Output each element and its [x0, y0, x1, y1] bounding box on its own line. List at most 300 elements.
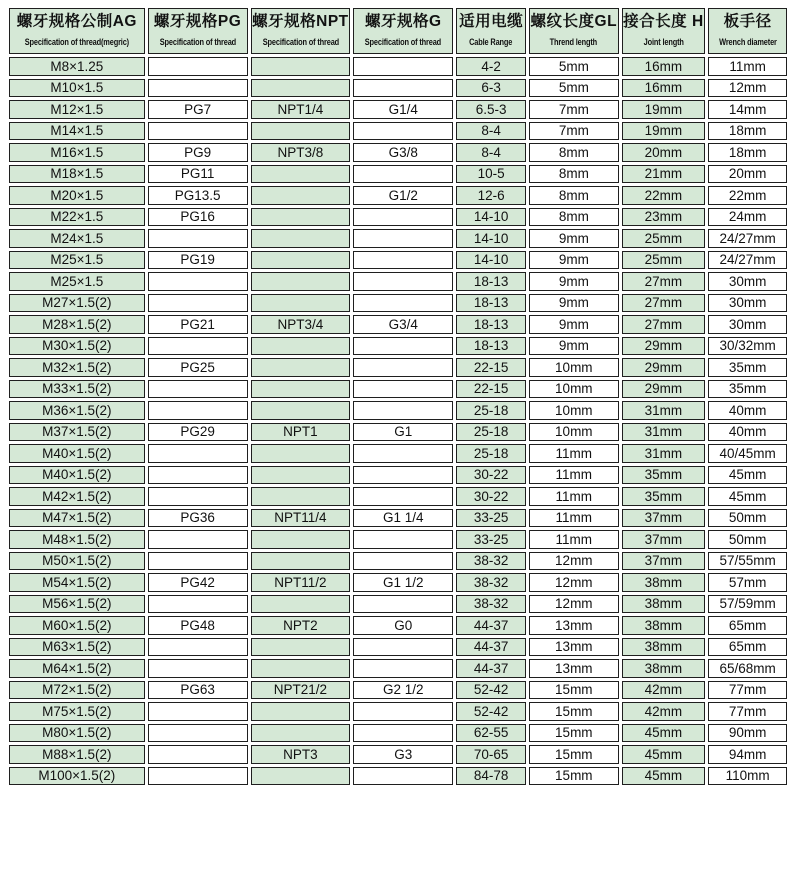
cell-pg	[148, 767, 248, 786]
cell-g	[353, 530, 453, 549]
cell-cable-range: 8-4	[456, 122, 526, 141]
cell-g: G2 1/2	[353, 681, 453, 700]
cell-wrench-diameter: 30mm	[708, 294, 787, 313]
cell-cable-range: 38-32	[456, 552, 526, 571]
cell-pg: PG19	[148, 251, 248, 270]
cell-npt	[251, 638, 351, 657]
cell-wrench-diameter: 40mm	[708, 423, 787, 442]
cell-joint-length-h: 35mm	[622, 466, 706, 485]
cell-joint-length-h: 35mm	[622, 487, 706, 506]
cell-cable-range: 8-4	[456, 143, 526, 162]
cell-pg	[148, 487, 248, 506]
cell-metric-ag: M56×1.5(2)	[9, 595, 145, 614]
cell-pg: PG7	[148, 100, 248, 119]
cell-npt: NPT3	[251, 745, 351, 764]
cell-thread-length-gl: 9mm	[529, 315, 618, 334]
cell-pg	[148, 79, 248, 98]
cell-npt: NPT3/8	[251, 143, 351, 162]
cell-npt	[251, 294, 351, 313]
cell-joint-length-h: 31mm	[622, 444, 706, 463]
table-row	[9, 552, 787, 571]
cell-g: G0	[353, 616, 453, 635]
cell-joint-length-h: 27mm	[622, 315, 706, 334]
cell-cable-range: 18-13	[456, 294, 526, 313]
table-row	[9, 616, 787, 635]
cell-thread-length-gl: 10mm	[529, 358, 618, 377]
table-row	[9, 122, 787, 141]
header-cell-wrench-diameter	[708, 8, 787, 54]
cell-cable-range: 25-18	[456, 401, 526, 420]
table-row	[9, 487, 787, 506]
cell-wrench-diameter: 94mm	[708, 745, 787, 764]
cell-cable-range: 70-65	[456, 745, 526, 764]
cell-joint-length-h: 29mm	[622, 337, 706, 356]
cell-g	[353, 595, 453, 614]
cell-thread-length-gl: 5mm	[529, 79, 618, 98]
cell-npt: NPT3/4	[251, 315, 351, 334]
cell-g	[353, 79, 453, 98]
cell-metric-ag: M40×1.5(2)	[9, 444, 145, 463]
header-label-zh: 螺牙规格G	[364, 13, 442, 31]
cell-wrench-diameter: 110mm	[708, 767, 787, 786]
cell-pg	[148, 530, 248, 549]
table-row	[9, 100, 787, 119]
cell-metric-ag: M63×1.5(2)	[9, 638, 145, 657]
cell-joint-length-h: 27mm	[622, 272, 706, 291]
cell-g: G1/2	[353, 186, 453, 205]
cell-g	[353, 122, 453, 141]
table-row	[9, 595, 787, 614]
cell-joint-length-h: 37mm	[622, 509, 706, 528]
cell-cable-range: 22-15	[456, 358, 526, 377]
cell-npt	[251, 530, 351, 549]
cell-npt: NPT21/2	[251, 681, 351, 700]
header-cell-pg	[148, 8, 248, 54]
cell-g: G3	[353, 745, 453, 764]
cell-joint-length-h: 16mm	[622, 79, 706, 98]
cell-g	[353, 702, 453, 721]
cell-metric-ag: M48×1.5(2)	[9, 530, 145, 549]
cell-thread-length-gl: 8mm	[529, 186, 618, 205]
cell-wrench-diameter: 90mm	[708, 724, 787, 743]
cell-thread-length-gl: 12mm	[529, 595, 618, 614]
cell-npt	[251, 208, 351, 227]
cell-npt	[251, 186, 351, 205]
cell-cable-range: 14-10	[456, 251, 526, 270]
cell-metric-ag: M20×1.5	[9, 186, 145, 205]
cell-pg	[148, 380, 248, 399]
table-row	[9, 337, 787, 356]
cell-g	[353, 638, 453, 657]
cell-g	[353, 552, 453, 571]
cell-metric-ag: M42×1.5(2)	[9, 487, 145, 506]
header-label-zh: 板手径	[723, 13, 772, 31]
cell-thread-length-gl: 7mm	[529, 100, 618, 119]
cell-g: G1 1/2	[353, 573, 453, 592]
cell-metric-ag: M37×1.5(2)	[9, 423, 145, 442]
cell-joint-length-h: 29mm	[622, 380, 706, 399]
cell-g: G1	[353, 423, 453, 442]
cell-metric-ag: M27×1.5(2)	[9, 294, 145, 313]
cell-npt: NPT1	[251, 423, 351, 442]
cell-cable-range: 6.5-3	[456, 100, 526, 119]
cell-g	[353, 767, 453, 786]
table-row	[9, 165, 787, 184]
cell-thread-length-gl: 5mm	[529, 57, 618, 76]
cell-pg	[148, 122, 248, 141]
cell-npt	[251, 251, 351, 270]
cell-metric-ag: M32×1.5(2)	[9, 358, 145, 377]
cell-pg: PG21	[148, 315, 248, 334]
cell-thread-length-gl: 9mm	[529, 294, 618, 313]
cell-g	[353, 466, 453, 485]
cell-metric-ag: M88×1.5(2)	[9, 745, 145, 764]
cell-joint-length-h: 45mm	[622, 724, 706, 743]
cell-thread-length-gl: 10mm	[529, 380, 618, 399]
cell-joint-length-h: 42mm	[622, 681, 706, 700]
cell-cable-range: 33-25	[456, 509, 526, 528]
cell-pg	[148, 57, 248, 76]
cell-pg	[148, 745, 248, 764]
header-label-en: Specification of thread	[365, 36, 442, 48]
cell-pg	[148, 724, 248, 743]
table-row	[9, 423, 787, 442]
cell-joint-length-h: 38mm	[622, 573, 706, 592]
cell-wrench-diameter: 24/27mm	[708, 251, 787, 270]
cell-joint-length-h: 38mm	[622, 616, 706, 635]
table-row	[9, 444, 787, 463]
cell-thread-length-gl: 11mm	[529, 444, 618, 463]
cell-pg	[148, 337, 248, 356]
cell-metric-ag: M25×1.5	[9, 251, 145, 270]
cell-cable-range: 22-15	[456, 380, 526, 399]
cell-g	[353, 165, 453, 184]
cell-thread-length-gl: 9mm	[529, 229, 618, 248]
cell-thread-length-gl: 11mm	[529, 530, 618, 549]
header-label-en: Specification of thread	[159, 36, 236, 48]
cell-g	[353, 294, 453, 313]
header-cell-metric-ag	[9, 8, 145, 54]
cell-metric-ag: M36×1.5(2)	[9, 401, 145, 420]
cell-cable-range: 18-13	[456, 315, 526, 334]
cell-wrench-diameter: 65mm	[708, 616, 787, 635]
cell-cable-range: 25-18	[456, 423, 526, 442]
table-row	[9, 143, 787, 162]
cell-metric-ag: M60×1.5(2)	[9, 616, 145, 635]
cell-wrench-diameter: 65/68mm	[708, 659, 787, 678]
cell-wrench-diameter: 35mm	[708, 358, 787, 377]
cell-g: G1 1/4	[353, 509, 453, 528]
header-label-en: Specification of thread	[262, 36, 339, 48]
cell-thread-length-gl: 12mm	[529, 573, 618, 592]
cell-wrench-diameter: 30mm	[708, 272, 787, 291]
cell-wrench-diameter: 30/32mm	[708, 337, 787, 356]
thread-spec-table	[6, 5, 790, 788]
cell-g	[353, 229, 453, 248]
cell-cable-range: 14-10	[456, 208, 526, 227]
table-row	[9, 724, 787, 743]
cell-metric-ag: M50×1.5(2)	[9, 552, 145, 571]
cell-wrench-diameter: 14mm	[708, 100, 787, 119]
cell-metric-ag: M30×1.5(2)	[9, 337, 145, 356]
cell-metric-ag: M16×1.5	[9, 143, 145, 162]
table-row	[9, 79, 787, 98]
cell-npt	[251, 595, 351, 614]
cell-metric-ag: M22×1.5	[9, 208, 145, 227]
cell-metric-ag: M40×1.5(2)	[9, 466, 145, 485]
cell-wrench-diameter: 50mm	[708, 509, 787, 528]
cell-wrench-diameter: 12mm	[708, 79, 787, 98]
table-row	[9, 294, 787, 313]
cell-npt	[251, 466, 351, 485]
cell-metric-ag: M10×1.5	[9, 79, 145, 98]
cell-wrench-diameter: 40mm	[708, 401, 787, 420]
cell-metric-ag: M14×1.5	[9, 122, 145, 141]
cell-wrench-diameter: 65mm	[708, 638, 787, 657]
cell-thread-length-gl: 9mm	[529, 251, 618, 270]
cell-joint-length-h: 38mm	[622, 638, 706, 657]
table-row	[9, 638, 787, 657]
cell-pg	[148, 702, 248, 721]
cell-metric-ag: M18×1.5	[9, 165, 145, 184]
header-label-en: Wrench diameter	[718, 36, 777, 48]
cell-pg: PG48	[148, 616, 248, 635]
cell-cable-range: 30-22	[456, 466, 526, 485]
cell-npt	[251, 122, 351, 141]
cell-pg	[148, 444, 248, 463]
cell-wrench-diameter: 18mm	[708, 143, 787, 162]
cell-cable-range: 10-5	[456, 165, 526, 184]
cell-metric-ag: M80×1.5(2)	[9, 724, 145, 743]
table-row	[9, 530, 787, 549]
cell-pg	[148, 229, 248, 248]
cell-thread-length-gl: 9mm	[529, 337, 618, 356]
cell-joint-length-h: 25mm	[622, 251, 706, 270]
cell-thread-length-gl: 8mm	[529, 208, 618, 227]
cell-cable-range: 25-18	[456, 444, 526, 463]
cell-thread-length-gl: 10mm	[529, 423, 618, 442]
cell-thread-length-gl: 15mm	[529, 745, 618, 764]
table-row	[9, 57, 787, 76]
cell-wrench-diameter: 57mm	[708, 573, 787, 592]
table-row	[9, 681, 787, 700]
cell-g	[353, 659, 453, 678]
cell-npt	[251, 487, 351, 506]
cell-cable-range: 18-13	[456, 272, 526, 291]
header-label-zh: 接合长度 H	[623, 13, 704, 31]
cell-cable-range: 38-32	[456, 573, 526, 592]
cell-wrench-diameter: 77mm	[708, 702, 787, 721]
cell-pg	[148, 466, 248, 485]
header-label-en: Joint length	[643, 36, 684, 48]
header-label-zh: 螺牙规格PG	[153, 13, 242, 31]
cell-thread-length-gl: 9mm	[529, 272, 618, 291]
cell-metric-ag: M100×1.5(2)	[9, 767, 145, 786]
cell-pg	[148, 595, 248, 614]
cell-wrench-diameter: 35mm	[708, 380, 787, 399]
cell-metric-ag: M64×1.5(2)	[9, 659, 145, 678]
cell-g	[353, 337, 453, 356]
cell-wrench-diameter: 45mm	[708, 487, 787, 506]
cell-cable-range: 12-6	[456, 186, 526, 205]
cell-pg: PG42	[148, 573, 248, 592]
table-row	[9, 509, 787, 528]
cell-thread-length-gl: 13mm	[529, 659, 618, 678]
cell-g	[353, 251, 453, 270]
cell-pg: PG63	[148, 681, 248, 700]
cell-pg	[148, 552, 248, 571]
cell-joint-length-h: 38mm	[622, 595, 706, 614]
cell-metric-ag: M75×1.5(2)	[9, 702, 145, 721]
cell-thread-length-gl: 8mm	[529, 165, 618, 184]
table-row	[9, 208, 787, 227]
cell-npt	[251, 79, 351, 98]
cell-joint-length-h: 16mm	[622, 57, 706, 76]
cell-wrench-diameter: 57/59mm	[708, 595, 787, 614]
cell-cable-range: 6-3	[456, 79, 526, 98]
cell-metric-ag: M25×1.5	[9, 272, 145, 291]
header-label-zh: 螺牙规格公制AG	[16, 13, 137, 31]
cell-npt: NPT11/2	[251, 573, 351, 592]
cell-thread-length-gl: 13mm	[529, 638, 618, 657]
cell-cable-range: 4-2	[456, 57, 526, 76]
cell-joint-length-h: 45mm	[622, 745, 706, 764]
cell-g	[353, 358, 453, 377]
header-label-en: Thrend length	[550, 36, 598, 48]
cell-metric-ag: M28×1.5(2)	[9, 315, 145, 334]
cell-npt	[251, 337, 351, 356]
cell-npt	[251, 57, 351, 76]
table-row	[9, 466, 787, 485]
cell-metric-ag: M47×1.5(2)	[9, 509, 145, 528]
cell-joint-length-h: 45mm	[622, 767, 706, 786]
cell-npt	[251, 767, 351, 786]
cell-g: G3/8	[353, 143, 453, 162]
table-row	[9, 186, 787, 205]
cell-pg: PG11	[148, 165, 248, 184]
cell-npt: NPT11/4	[251, 509, 351, 528]
header-row	[9, 8, 787, 54]
cell-joint-length-h: 21mm	[622, 165, 706, 184]
table-row	[9, 358, 787, 377]
cell-thread-length-gl: 15mm	[529, 724, 618, 743]
cell-wrench-diameter: 57/55mm	[708, 552, 787, 571]
cell-pg: PG16	[148, 208, 248, 227]
cell-npt	[251, 702, 351, 721]
cell-joint-length-h: 31mm	[622, 423, 706, 442]
cell-thread-length-gl: 11mm	[529, 466, 618, 485]
cell-g	[353, 401, 453, 420]
cell-cable-range: 44-37	[456, 616, 526, 635]
cell-cable-range: 44-37	[456, 659, 526, 678]
header-label-en: Cable Range	[469, 36, 513, 48]
header-label-zh: 螺纹长度GL	[530, 13, 618, 31]
header-cell-thread-length-gl	[529, 8, 618, 54]
cell-thread-length-gl: 8mm	[529, 143, 618, 162]
cell-g	[353, 444, 453, 463]
cell-joint-length-h: 19mm	[622, 100, 706, 119]
cell-thread-length-gl: 7mm	[529, 122, 618, 141]
header-cell-cable-range	[456, 8, 526, 54]
cell-joint-length-h: 29mm	[622, 358, 706, 377]
cell-npt	[251, 358, 351, 377]
cell-thread-length-gl: 15mm	[529, 681, 618, 700]
cell-pg: PG25	[148, 358, 248, 377]
cell-thread-length-gl: 11mm	[529, 487, 618, 506]
table-row	[9, 272, 787, 291]
cell-pg	[148, 294, 248, 313]
table-row	[9, 767, 787, 786]
cell-cable-range: 33-25	[456, 530, 526, 549]
cell-joint-length-h: 37mm	[622, 552, 706, 571]
cell-thread-length-gl: 15mm	[529, 702, 618, 721]
cell-wrench-diameter: 24/27mm	[708, 229, 787, 248]
cell-pg: PG9	[148, 143, 248, 162]
cell-joint-length-h: 38mm	[622, 659, 706, 678]
table-row	[9, 380, 787, 399]
cell-g: G3/4	[353, 315, 453, 334]
cell-g	[353, 487, 453, 506]
cell-pg: PG13.5	[148, 186, 248, 205]
table-row	[9, 251, 787, 270]
cell-g	[353, 57, 453, 76]
cell-npt	[251, 165, 351, 184]
cell-cable-range: 52-42	[456, 702, 526, 721]
cell-wrench-diameter: 77mm	[708, 681, 787, 700]
cell-joint-length-h: 31mm	[622, 401, 706, 420]
cell-pg	[148, 638, 248, 657]
header-cell-joint-length-h	[622, 8, 706, 54]
cell-pg: PG36	[148, 509, 248, 528]
table-row	[9, 229, 787, 248]
table-row	[9, 745, 787, 764]
cell-cable-range: 52-42	[456, 681, 526, 700]
cell-g: G1/4	[353, 100, 453, 119]
header-label-zh: 适用电缆	[459, 13, 524, 31]
cell-joint-length-h: 22mm	[622, 186, 706, 205]
cell-g	[353, 724, 453, 743]
cell-cable-range: 18-13	[456, 337, 526, 356]
cell-wrench-diameter: 11mm	[708, 57, 787, 76]
cell-metric-ag: M24×1.5	[9, 229, 145, 248]
cell-thread-length-gl: 12mm	[529, 552, 618, 571]
header-cell-npt	[251, 8, 351, 54]
cell-metric-ag: M72×1.5(2)	[9, 681, 145, 700]
table-body	[9, 57, 787, 785]
cell-metric-ag: M33×1.5(2)	[9, 380, 145, 399]
table-row	[9, 401, 787, 420]
cell-joint-length-h: 27mm	[622, 294, 706, 313]
cell-joint-length-h: 19mm	[622, 122, 706, 141]
cell-joint-length-h: 23mm	[622, 208, 706, 227]
cell-metric-ag: M12×1.5	[9, 100, 145, 119]
cell-thread-length-gl: 11mm	[529, 509, 618, 528]
table-row	[9, 702, 787, 721]
table-row	[9, 315, 787, 334]
cell-cable-range: 38-32	[456, 595, 526, 614]
header-cell-g	[353, 8, 453, 54]
cell-npt	[251, 444, 351, 463]
cell-npt	[251, 380, 351, 399]
cell-g	[353, 380, 453, 399]
cell-wrench-diameter: 24mm	[708, 208, 787, 227]
cell-pg	[148, 401, 248, 420]
cell-wrench-diameter: 45mm	[708, 466, 787, 485]
cell-pg: PG29	[148, 423, 248, 442]
cell-npt	[251, 401, 351, 420]
cell-joint-length-h: 42mm	[622, 702, 706, 721]
cell-npt: NPT2	[251, 616, 351, 635]
